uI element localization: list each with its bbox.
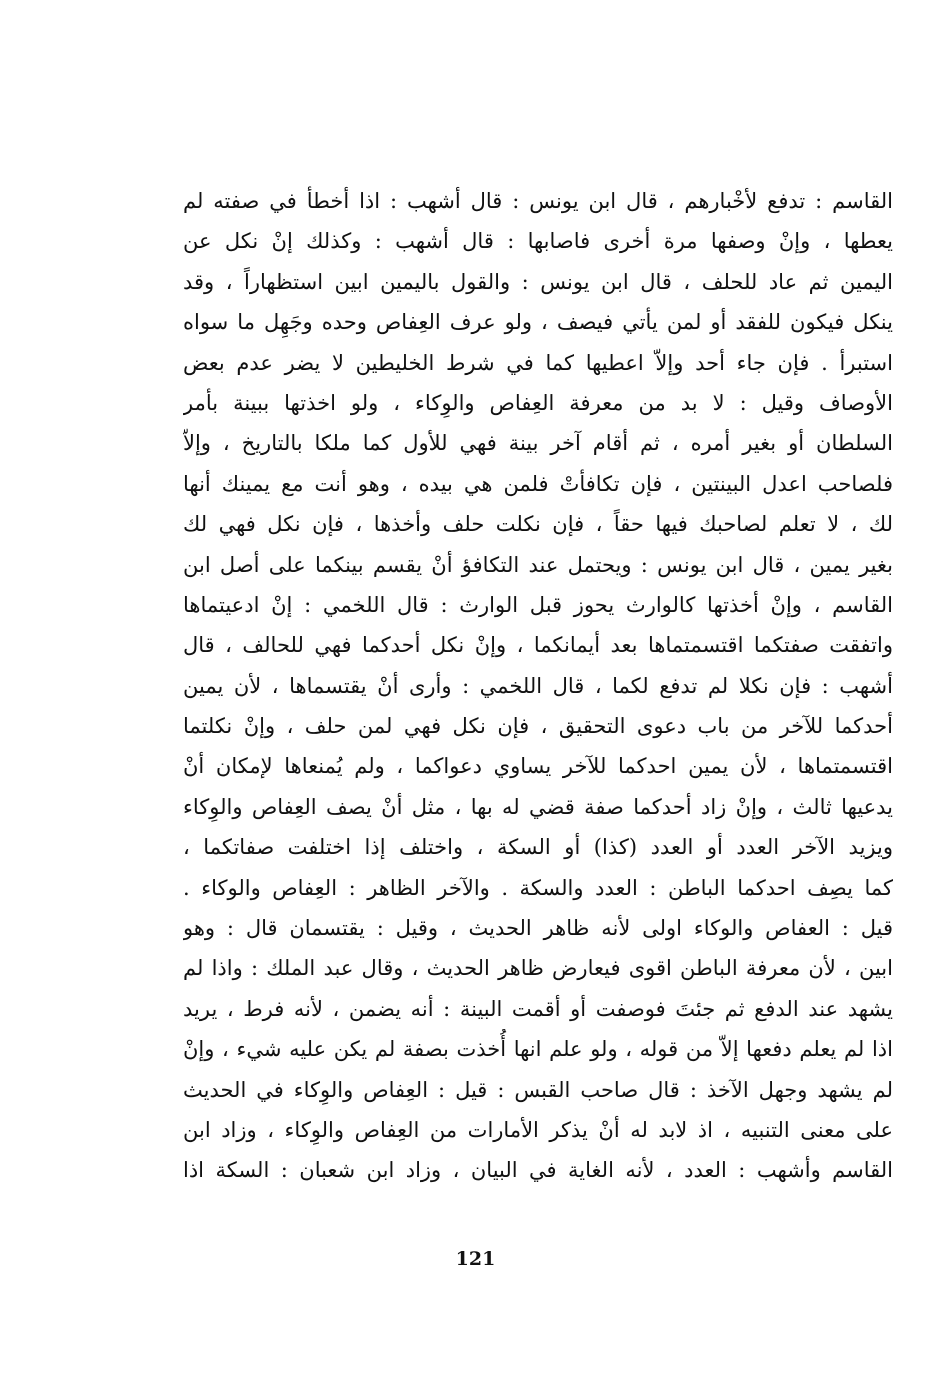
page-number: 121: [455, 1248, 496, 1270]
text-line: فلصاحب اعدل البينتين ، فإن تكافأتْ فلمن هي بيده ، وهو أنت مع يمينك أنها: [183, 471, 893, 496]
text-line: قيل : العفاص والوكاء اولى لأنه ظاهر الحديث ، وقيل : يقتسمان قال : وهو: [183, 916, 893, 941]
text-line: لك ، لا تعلم لصاحبك فيها حقاً ، فإن نكلت حلف وأخذها ، فإن نكل فهي لك: [183, 512, 893, 537]
text-line: لم يشهد وجهل الآخذ : قال صاحب القبس : قيل : العِفاص والوِكاء في الحديث: [183, 1077, 893, 1102]
text-line: اذا لم يعلم دفعها إلاّ من قوله ، ولو علم انها أُخذت بصفة لم يكن عليه شيء ، وإنْ: [183, 1037, 893, 1062]
text-line: كما يصِف احدكما الباطن : العدد والسكة . والآخر الظاهر : العِفاص والوكاء .: [183, 875, 893, 900]
text-line: واتفقت صفتكما اقتسمتماها بعد أيمانكما ، وإنْ نكل أحدكما فهي للحالف ، قال: [183, 633, 893, 658]
text-line: استبرأ . فإن جاء أحد وإلاّ اعطيها كما في شرط الخليطين لا يضر عدم بعض: [183, 350, 893, 375]
text-line: ينكل فيكون للفقد أو لمن يأتي فيصف ، ولو عرف العِفاص وحده وجَهِل ما سواه: [183, 310, 893, 335]
text-line: الأوصاف وقيل : لا بد من معرفة العِفاص والوِكاء ، ولو اخذتها ببينة بأمر: [183, 390, 893, 415]
text-line: السلطان أو بغير أمره ، ثم أقام آخر بينة فهي للأول كما ملكا بالتاريخ ، وإلاّ: [183, 431, 893, 456]
body-text: [183, 181, 893, 1191]
text-line: يشهد عند الدفع ثم جئتَ فوصفت أو أقمت البينة : أنه يضمن ، لأنه فرط ، يريد: [183, 996, 893, 1021]
text-line: أشهب : فإن نكلا لم تدفع لكما ، قال اللخمي : وأرى أنْ يقتسماها ، لأن يمين: [183, 673, 893, 698]
text-line: اليمين ثم عاد للحلف ، قال ابن يونس : والقول باليمين ابين استظهاراً ، وقد: [183, 269, 893, 294]
text-line: القاسم : تدفع لأخْبارهم ، قال ابن يونس : قال أشهب : اذا أخطأ في صفته لم: [183, 189, 893, 213]
text-line: على معنى التنبيه ، اذ لابد له أنْ يذكر الأمارات من العِفاص والوِكاء ، وزاد ابن: [183, 1117, 893, 1142]
text-line: القاسم وأشهب : العدد ، لأنه الغاية في البيان ، وزاد ابن شعبان : السكة اذا: [183, 1158, 893, 1183]
text-line: أحدكما للآخر من باب دعوى التحقيق ، فإن نكل فهي لمن حلف ، وإنْ نكلتما: [183, 714, 893, 739]
text-line: يعطها ، وإنْ وصفها مرة أخرى فاصابها : قال أشهب : وكذلك إنْ نكل عن: [183, 229, 893, 254]
text-line: اقتسمتماها ، لأن يمين احدكما للآخر يساوي دعواكما ، ولم يُمنعاها لإمكان أنْ: [183, 754, 893, 779]
text-line: بغير يمين ، قال ابن يونس : ويحتمل عند التكافؤ أنْ يقسم بينكما على أصل ابن: [183, 552, 893, 577]
text-line: ابين ، لأن معرفة الباطن اقوى فيعارض ظاهر الحديث ، وقال عبد الملك : واذا لم: [183, 956, 893, 981]
text-line: يدعيها ثالث ، وإنْ زاد أحدكما صفة قضي له بها ، مثل أنْ يصف العِفاص والوِكاء: [183, 794, 893, 819]
text-line: القاسم ، وإنْ أخذتها كالوارث يحوز قبل الوارث : قال اللخمي : إنْ ادعيتماها: [183, 592, 893, 617]
text-line: ويزيد الآخر العدد أو العدد (كذا) أو السكة ، واختلف إذا اختلفت صفاتكما ،: [183, 835, 893, 860]
